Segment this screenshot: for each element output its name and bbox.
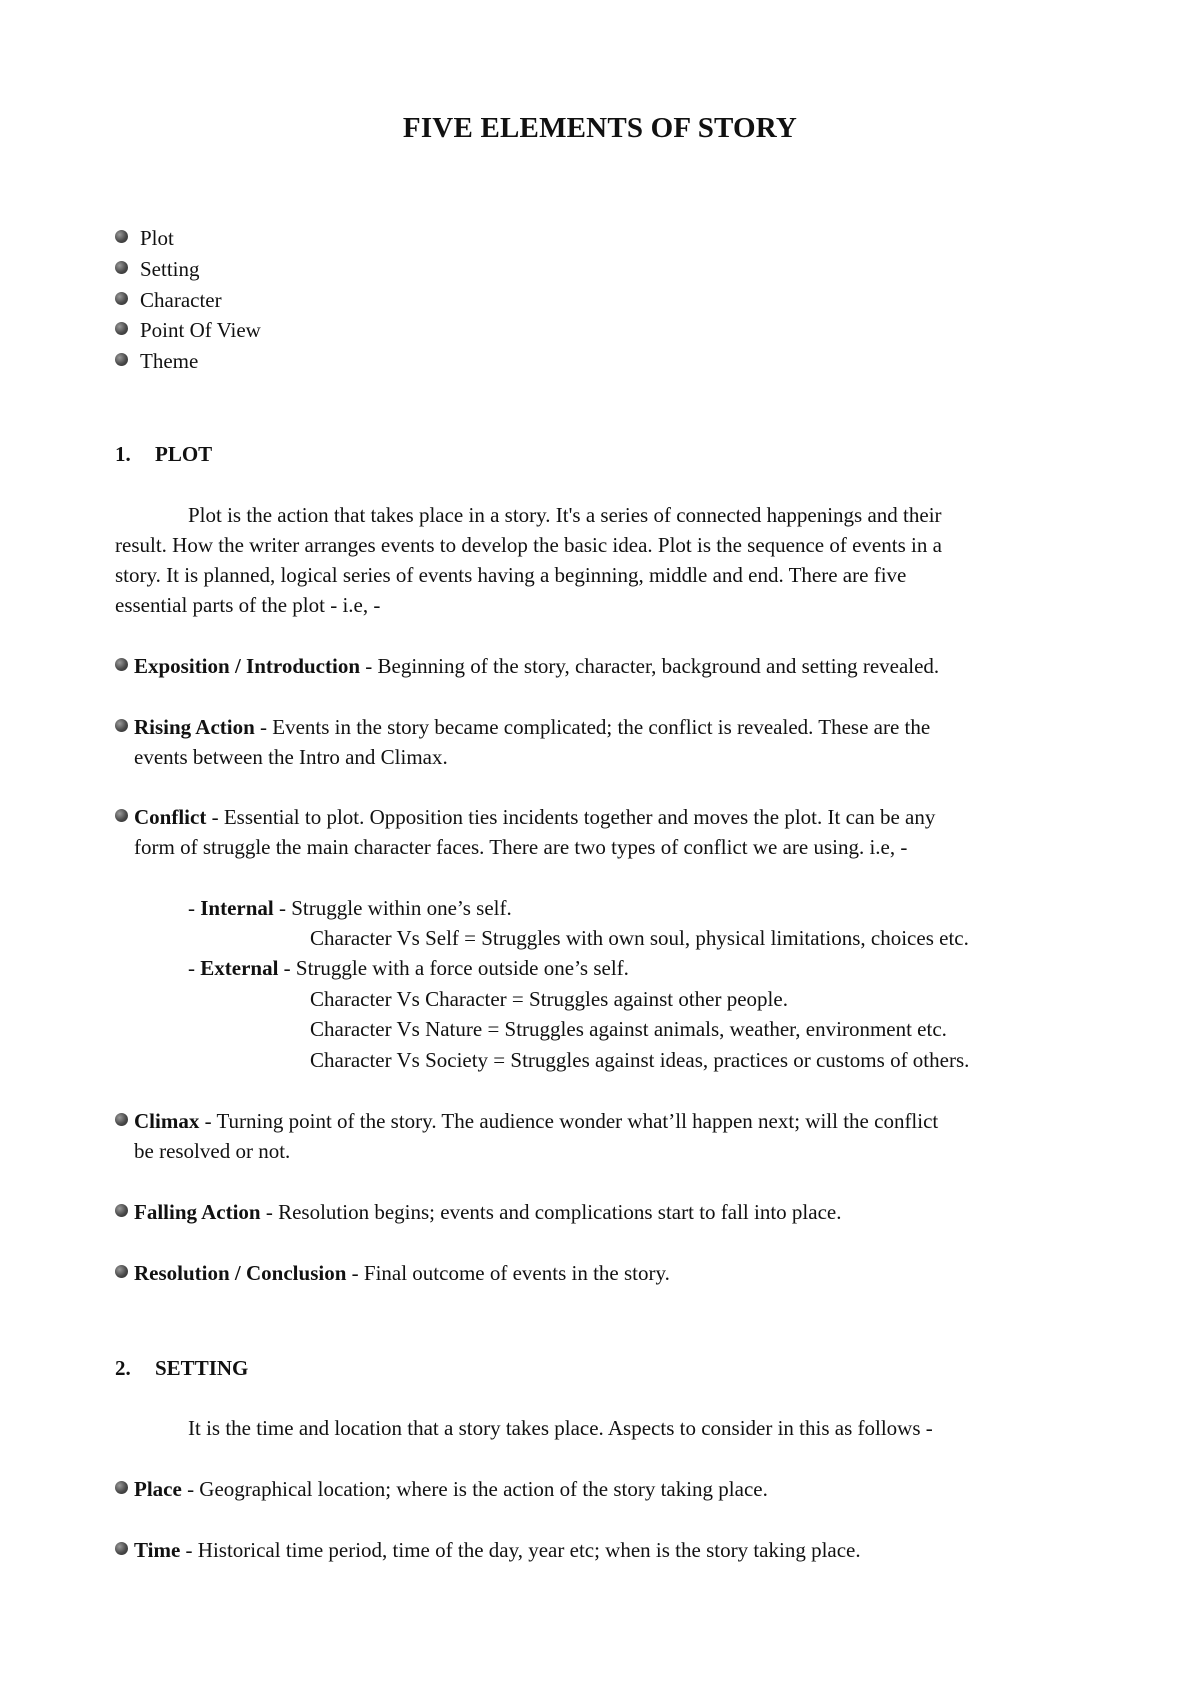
- conflict-subtype: Character Vs Nature = Struggles against animals, weather, environment etc.: [310, 1017, 947, 1041]
- setting-place: Place - Geographical location; where is the action of the story taking place.: [134, 1477, 768, 1501]
- section-heading-setting: SETTING: [155, 1356, 249, 1380]
- bullet-icon: [115, 1481, 128, 1494]
- bullet-icon: [115, 809, 128, 822]
- section-number: 1.: [115, 442, 131, 466]
- plot-paragraph-line: result. How the writer arranges events to develop the basic idea. Plot is the sequence of events in a: [115, 533, 942, 557]
- plot-part-resolution: Resolution / Conclusion - Final outcome of events in the story.: [134, 1261, 670, 1285]
- bullet-icon: [115, 719, 128, 732]
- list-item: Point Of View: [140, 318, 261, 342]
- conflict-subtype: Character Vs Character = Struggles against other people.: [310, 987, 788, 1011]
- plot-part-conflict-cont: form of struggle the main character faces. There are two types of conflict we are using. i.e, -: [134, 835, 908, 859]
- section-heading-plot: PLOT: [155, 442, 213, 466]
- plot-paragraph-line: Plot is the action that takes place in a story. It's a series of connected happenings and their: [188, 503, 942, 527]
- plot-part-exposition: Exposition / Introduction - Beginning of the story, character, background and setting revealed.: [134, 654, 940, 678]
- plot-part-conflict: Conflict - Essential to plot. Opposition ties incidents together and moves the plot. It can be any: [134, 805, 936, 829]
- setting-time: Time - Historical time period, time of the day, year etc; when is the story taking place.: [134, 1538, 861, 1562]
- bullet-icon: [115, 1265, 128, 1278]
- plot-part-falling-action: Falling Action - Resolution begins; events and complications start to fall into place.: [134, 1200, 842, 1224]
- bullet-icon: [115, 1542, 128, 1555]
- plot-part-rising-action-cont: events between the Intro and Climax.: [134, 745, 448, 769]
- bullet-icon: [115, 230, 128, 243]
- bullet-icon: [115, 1204, 128, 1217]
- plot-paragraph-line: essential parts of the plot - i.e, -: [115, 593, 381, 617]
- setting-paragraph: It is the time and location that a story takes place. Aspects to consider in this as follows -: [188, 1416, 933, 1440]
- bullet-icon: [115, 261, 128, 274]
- bullet-icon: [115, 353, 128, 366]
- plot-part-climax-cont: be resolved or not.: [134, 1139, 291, 1163]
- plot-part-rising-action: Rising Action - Events in the story became complicated; the conflict is revealed. These are the: [134, 715, 931, 739]
- bullet-icon: [115, 292, 128, 305]
- section-number: 2.: [115, 1356, 131, 1380]
- bullet-icon: [115, 658, 128, 671]
- conflict-subtype: Character Vs Self = Struggles with own soul, physical limitations, choices etc.: [310, 926, 969, 950]
- conflict-external: - External - Struggle with a force outside one’s self.: [188, 956, 629, 980]
- bullet-icon: [115, 1113, 128, 1126]
- plot-part-climax: Climax - Turning point of the story. The audience wonder what’ll happen next; will the conflict: [134, 1109, 939, 1133]
- plot-paragraph-line: story. It is planned, logical series of events having a beginning, middle and end. There are five: [115, 563, 907, 587]
- list-item: Setting: [140, 257, 200, 281]
- list-item: Character: [140, 288, 222, 312]
- list-item: Theme: [140, 349, 199, 373]
- bullet-icon: [115, 322, 128, 335]
- page-title: FIVE ELEMENTS OF STORY: [402, 112, 798, 144]
- list-item: Plot: [140, 226, 174, 250]
- conflict-internal: - Internal - Struggle within one’s self.: [188, 896, 512, 920]
- conflict-subtype: Character Vs Society = Struggles against ideas, practices or customs of others.: [310, 1048, 970, 1072]
